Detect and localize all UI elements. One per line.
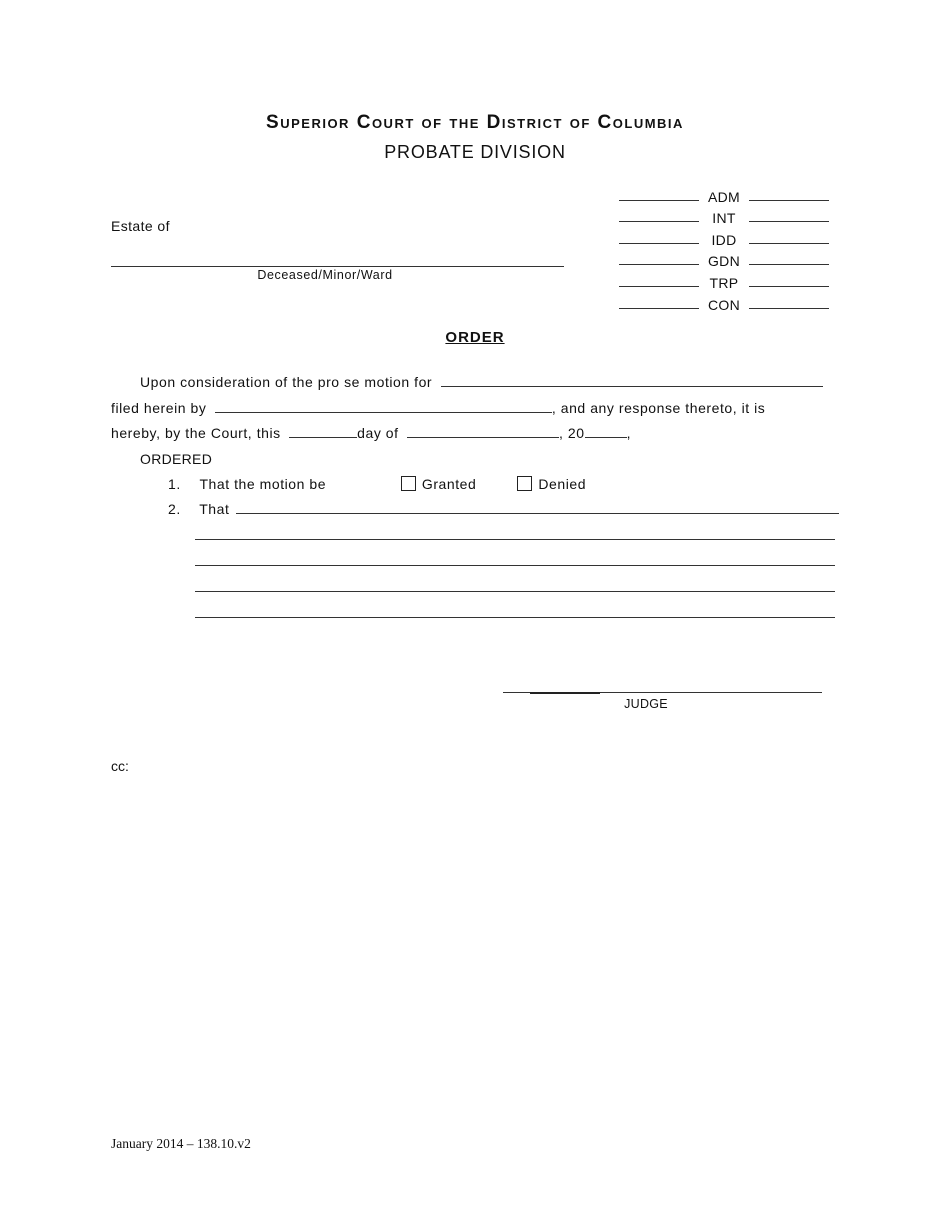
case-number-prefix-field[interactable] (619, 274, 699, 287)
order-terms-continuation-line[interactable] (195, 617, 835, 618)
year-field[interactable] (585, 425, 627, 438)
response-text: , and any response thereto, it is (551, 400, 766, 416)
day-of-text: day of (357, 425, 399, 441)
motion-type-field[interactable] (441, 374, 823, 387)
day-field[interactable] (289, 425, 357, 438)
case-number-prefix-field[interactable] (619, 296, 699, 309)
filed-by-field[interactable] (215, 400, 552, 413)
year-prefix-text: , 20 (559, 425, 585, 441)
granted-label: Granted (421, 476, 477, 492)
case-number-suffix-field[interactable] (749, 252, 829, 265)
case-number-prefix-field[interactable] (619, 188, 699, 201)
division-subtitle: PROBATE DIVISION (384, 142, 566, 162)
case-code-label: CON (707, 296, 740, 313)
estate-label: Estate of (111, 218, 170, 234)
case-number-suffix-field[interactable] (749, 209, 829, 222)
case-number-suffix-field[interactable] (749, 296, 829, 309)
case-code-label: INT (712, 210, 736, 227)
form-version-footer: January 2014 – 138.10.v2 (111, 1136, 251, 1151)
cc-label: cc: (111, 758, 129, 774)
order-title: ORDER (445, 329, 505, 346)
motion-paragraph-line-3 (111, 425, 631, 441)
item-2-text: That (199, 501, 230, 517)
case-code-row (619, 291, 829, 313)
estate-caption: Deceased/Minor/Ward (257, 268, 393, 282)
motion-paragraph-line-2 (111, 400, 765, 416)
case-code-row (619, 226, 829, 248)
case-number-prefix-field[interactable] (619, 231, 699, 244)
line-end-text: , (626, 425, 632, 441)
case-number-prefix-field[interactable] (619, 252, 699, 265)
case-code-table (619, 183, 829, 313)
court-title: Superior Court of the District of Columbia (266, 112, 684, 133)
case-number-suffix-field[interactable] (749, 231, 829, 244)
denied-checkbox[interactable] (517, 476, 532, 491)
case-number-suffix-field[interactable] (749, 188, 829, 201)
case-code-row (619, 183, 829, 205)
order-terms-continuation-line[interactable] (195, 539, 835, 540)
case-code-label: IDD (711, 231, 737, 248)
month-field[interactable] (407, 425, 559, 438)
case-code-label: GDN (707, 253, 740, 270)
motion-prefix-text: Upon consideration of the pro se motion for (140, 374, 433, 390)
motion-paragraph-line-1 (140, 374, 823, 390)
item-number: 1. (168, 476, 181, 492)
case-code-row (619, 248, 829, 270)
signature-line-accent (530, 692, 600, 694)
order-terms-continuation-line[interactable] (195, 565, 835, 566)
case-code-label: TRP (709, 274, 739, 291)
order-terms-field[interactable] (236, 501, 839, 514)
case-code-row (619, 269, 829, 291)
estate-name-field[interactable] (111, 266, 564, 267)
item-number: 2. (168, 501, 181, 517)
order-item-1 (168, 476, 586, 492)
filed-by-text: filed herein by (111, 400, 207, 416)
ordered-label: ORDERED (140, 451, 213, 467)
case-code-row (619, 205, 829, 227)
case-number-suffix-field[interactable] (749, 274, 829, 287)
order-terms-continuation-line[interactable] (195, 591, 835, 592)
judge-caption: JUDGE (624, 697, 668, 711)
granted-checkbox[interactable] (401, 476, 416, 491)
order-item-2 (168, 501, 839, 517)
motion-disposition-text: That the motion be (199, 476, 327, 492)
case-code-label: ADM (707, 188, 740, 205)
court-date-text: hereby, by the Court, this (111, 425, 281, 441)
denied-label: Denied (538, 476, 587, 492)
case-number-prefix-field[interactable] (619, 209, 699, 222)
